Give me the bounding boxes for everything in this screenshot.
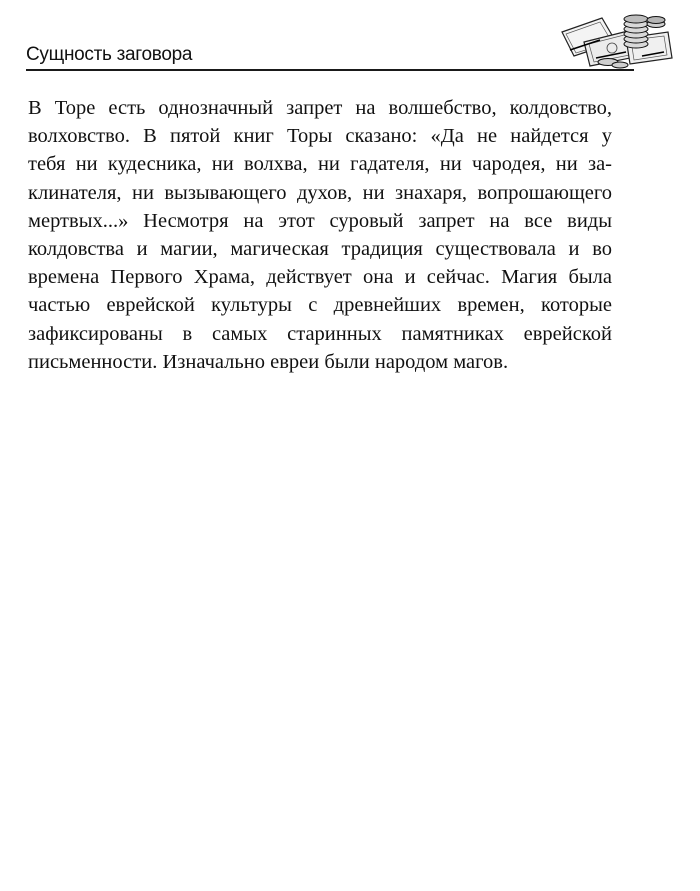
text-line: В Торе есть однозначный запрет на волшебство, колдовство, bbox=[28, 97, 612, 119]
text-line: тебя ни кудесника, ни волхва, ни гадателя, ни чародея, ни за- bbox=[28, 153, 612, 176]
coin-stack-icon bbox=[624, 15, 648, 48]
text-line: зафиксированы в самых старинных памятниках еврейской bbox=[28, 322, 612, 345]
running-head: Сущность заговора bbox=[26, 44, 193, 65]
text-line: волховство. В пятой книг Торы сказано: «Да не найдется у bbox=[28, 125, 612, 148]
body-paragraph bbox=[28, 94, 612, 376]
page-header bbox=[26, 12, 674, 72]
text-line: клинателя, ни вызывающего духов, ни знахаря, вопрошающего bbox=[28, 181, 612, 204]
text-line: частью еврейской культуры с древнейших времен, которые bbox=[28, 294, 612, 317]
text-line: мертвых...» Несмотря на этот суровый запрет на все виды bbox=[28, 209, 612, 232]
text-line: письменности. Изначально евреи были народом магов. bbox=[28, 350, 509, 373]
text-line: времена Первого Храма, действует она и сейчас. Магия была bbox=[28, 266, 612, 289]
header-rule bbox=[26, 69, 634, 71]
text-line: колдовства и магии, магическая традиция существовала и во bbox=[28, 238, 612, 261]
money-banknotes-coins-icon bbox=[556, 12, 674, 70]
